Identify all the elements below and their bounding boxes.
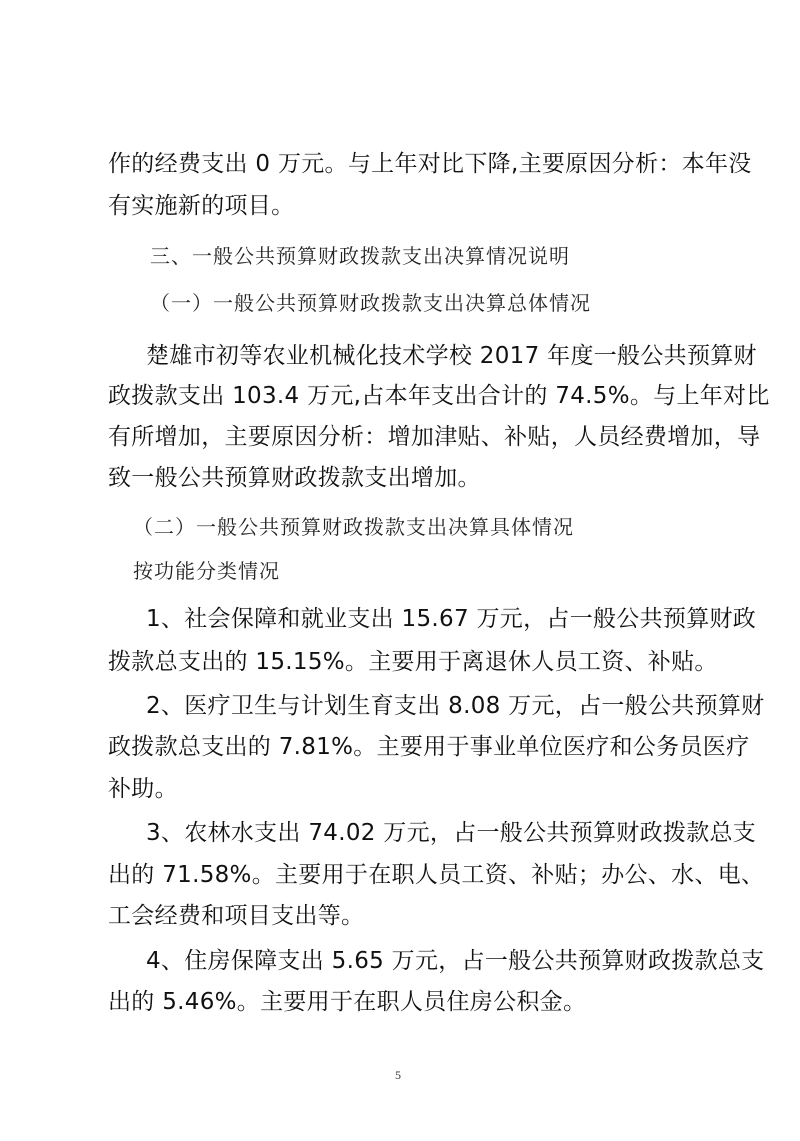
paragraph-line: 工会经费和项目支出等。 — [108, 903, 365, 929]
paragraph-line: 1、社会保障和就业支出 15.67 万元，占一般公共预算财政 — [146, 606, 757, 632]
paragraph-line: 3、农林水支出 74.02 万元，占一般公共预算财政拨款总支 — [146, 820, 757, 846]
paragraph-line: 出的 5.46%。主要用于在职人员住房公积金。 — [108, 989, 587, 1015]
paragraph-line: 拨款总支出的 15.15%。主要用于离退休人员工资、补贴。 — [108, 649, 718, 675]
category-heading: 按功能分类情况 — [133, 559, 280, 583]
paragraph-line: 4、住房保障支出 5.65 万元，占一般公共预算财政拨款总支 — [146, 948, 765, 974]
paragraph-line: 出的 71.58%。主要用于在职人员工资、补贴；办公、水、电、 — [108, 862, 765, 888]
subsection-heading: （一）一般公共预算财政拨款支出决算总体情况 — [150, 291, 591, 315]
paragraph-line: 有实施新的项目。 — [108, 193, 295, 219]
paragraph-line: 致一般公共预算财政拨款支出增加。 — [108, 465, 481, 491]
paragraph-line: 作的经费支出 0 万元。与上年对比下降,主要原因分析：本年没 — [108, 151, 752, 177]
paragraph-line: 政拨款总支出的 7.81%。主要用于事业单位医疗和公务员医疗 — [108, 734, 750, 760]
paragraph-line: 补助。 — [108, 776, 178, 802]
paragraph-line: 2、医疗卫生与计划生育支出 8.08 万元，占一般公共预算财 — [146, 693, 765, 719]
page-number: 5 — [395, 1068, 401, 1082]
paragraph-line: 有所增加，主要原因分析：增加津贴、补贴，人员经费增加，导 — [108, 424, 761, 450]
section-heading: 三、一般公共预算财政拨款支出决算情况说明 — [150, 244, 570, 268]
paragraph-line: 楚雄市初等农业机械化技术学校 2017 年度一般公共预算财 — [146, 343, 757, 369]
subsection-heading: （二）一般公共预算财政拨款支出决算具体情况 — [133, 515, 574, 539]
paragraph-line: 政拨款支出 103.4 万元,占本年支出合计的 74.5%。与上年对比 — [108, 383, 770, 409]
